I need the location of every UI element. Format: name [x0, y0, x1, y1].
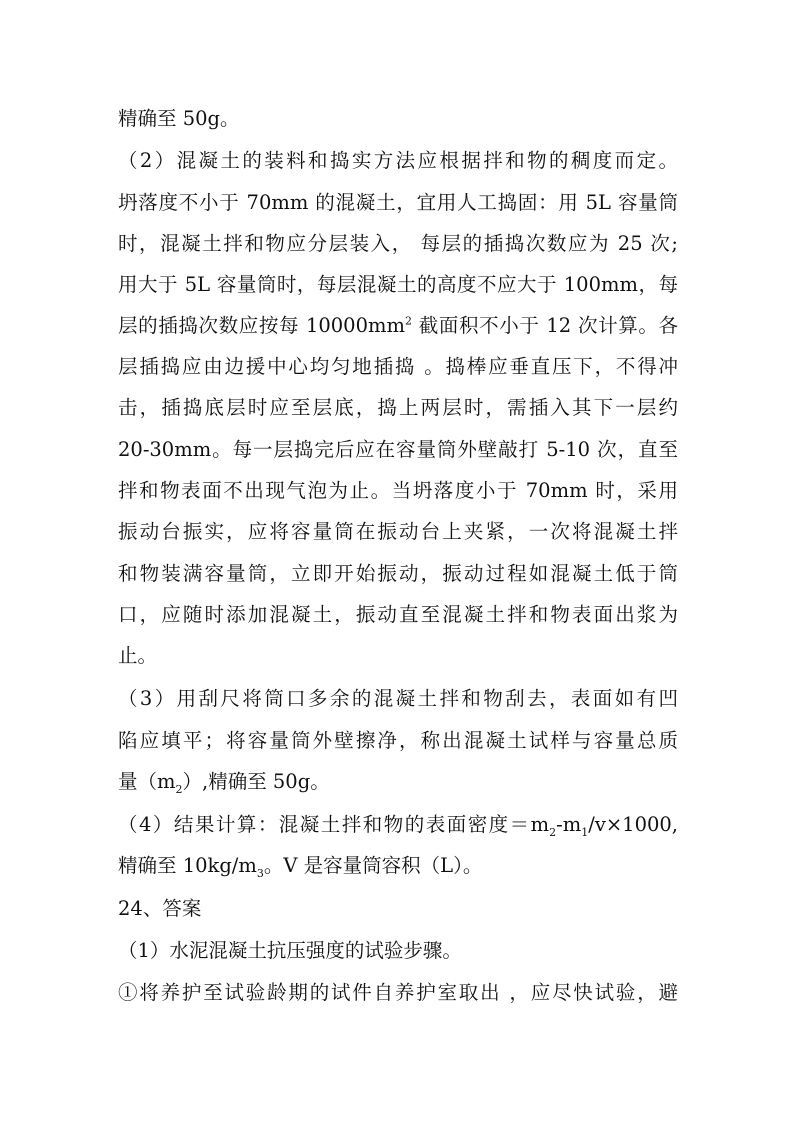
text-line-19-part-a: 精确至 10kg/m [118, 854, 257, 877]
text-line-1: 精确至 50g。 [118, 107, 240, 130]
text-line-7: 层插捣应由边援中心均匀地插捣 。捣棒应垂直压下，不得冲 [118, 355, 678, 378]
text-line-10: 拌和物表面不出现气泡为止。当坍落度小于 70mm 时，采用 [118, 479, 678, 502]
text-line-9: 20-30mm。每一层捣完后应在容量筒外壁敲打 5-10 次，直至 [118, 438, 678, 461]
text-line-6-part-b: 截面积不小于 12 次计算。各 [411, 314, 678, 337]
text-line-12: 和物装满容量筒，立即开始振动，振动过程如混凝土低于筒 [118, 562, 678, 585]
text-line-16: 陷应填平；将容量筒外壁擦净，称出混凝土试样与容量总质 [118, 729, 678, 752]
text-line-13: 口，应随时添加混凝土，振动直至混凝土拌和物表面出浆为 [118, 603, 678, 626]
text-line-8: 击，插捣底层时应至层底，捣上两层时，需插入其下一层约 [118, 396, 678, 419]
answer-heading: 24、答案 [118, 897, 202, 920]
text-line-15: （3）用刮尺将筒口多余的混凝土拌和物刮去，表面如有凹 [118, 687, 678, 710]
subscript-m1: 1 [581, 825, 589, 839]
text-line-18-part-b: -m [556, 813, 582, 836]
text-line-18-part-c: /v×1000, [588, 813, 678, 836]
text-line-17-part-b: ）,精确至 50g。 [182, 770, 330, 793]
superscript-2: 2 [404, 314, 412, 328]
text-line-22: ①将养护至试验龄期的试件自养护室取出 ，应尽快试验，避 [118, 981, 678, 1004]
text-line-17-part-a: 量（m [118, 770, 176, 793]
text-line-19-part-b: 。V 是容量筒容积（L）。 [263, 854, 483, 877]
text-line-21: （1）水泥混凝土抗压强度的试验步骤。 [118, 939, 462, 962]
text-line-11: 振动台振实，应将容量筒在振动台上夹紧，一次将混凝土拌 [118, 520, 678, 543]
text-line-3: 坍落度不小于 70mm 的混凝土，宜用人工捣固：用 5L 容量筒 [118, 191, 678, 214]
text-line-6-part-a: 层的插捣次数应按每 10000mm [118, 314, 405, 337]
text-line-4: 时，混凝土拌和物应分层装入， 每层的插捣次数应为 25 次; [118, 232, 678, 255]
subscript-m2: 2 [549, 825, 557, 839]
subscript-2: 2 [175, 782, 183, 796]
text-line-6 [118, 313, 678, 339]
subscript-3: 3 [256, 866, 264, 880]
text-line-19 [118, 853, 678, 879]
text-line-2: （2）混凝土的装料和捣实方法应根据拌和物的稠度而定。 [118, 149, 678, 172]
text-line-17 [118, 769, 678, 795]
text-line-14: 止。 [118, 644, 158, 667]
text-line-18-part-a: （4）结果计算：混凝土拌和物的表面密度＝m [118, 813, 550, 836]
text-line-18 [118, 812, 678, 838]
text-line-5: 用大于 5L 容量筒时，每层混凝土的高度不应大于 100mm，每 [118, 273, 678, 296]
